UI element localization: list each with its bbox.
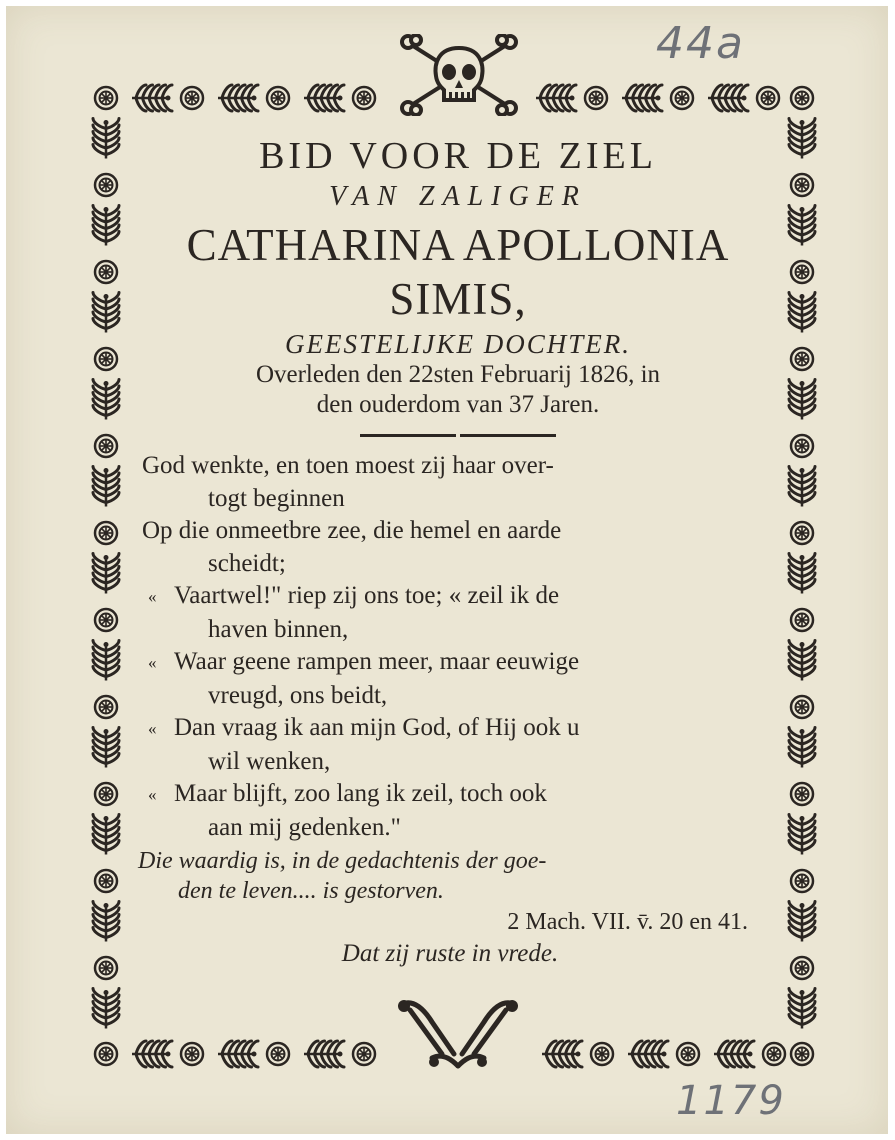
rosette-ornament bbox=[95, 696, 117, 718]
rosette-ornament bbox=[95, 522, 117, 544]
palmette-ornament bbox=[93, 728, 119, 768]
card-text bbox=[138, 126, 778, 970]
prayer-heading: BID VOOR DE ZIEL bbox=[259, 135, 657, 177]
rosette-ornament bbox=[353, 87, 375, 109]
rosette-ornament bbox=[95, 174, 117, 196]
palmette-ornament bbox=[93, 293, 119, 333]
palmette-ornament bbox=[93, 206, 119, 246]
crossed-bones-icon bbox=[392, 992, 524, 1070]
poem-line: scheidt; bbox=[208, 549, 286, 577]
poem-line: Op die onmeetbre zee, die hemel en aarde bbox=[142, 517, 562, 544]
palmette-ornament bbox=[628, 1041, 668, 1067]
rosette-ornament bbox=[791, 783, 813, 805]
rosette-ornament bbox=[677, 1043, 699, 1065]
rosette-ornament bbox=[95, 1043, 117, 1065]
rosette-ornament bbox=[181, 1043, 203, 1065]
palmette-ornament bbox=[789, 380, 815, 420]
quote-mark: « bbox=[148, 719, 157, 738]
palmette-ornament bbox=[93, 902, 119, 942]
rosette-ornament bbox=[585, 87, 607, 109]
religious-title: GEESTELIJKE DOCHTER. bbox=[285, 329, 631, 359]
deceased-surname: SIMIS, bbox=[389, 274, 527, 324]
poem-line: togt beginnen bbox=[208, 484, 345, 512]
rosette-ornament bbox=[95, 348, 117, 370]
rosette-ornament bbox=[791, 522, 813, 544]
poem-line: vreugd, ons beidt, bbox=[208, 681, 388, 709]
palmette-ornament bbox=[218, 1041, 258, 1067]
pencil-annotation-top: 44a bbox=[656, 18, 745, 69]
scripture-reference: 2 Mach. VII. v̄. 20 en 41. bbox=[507, 909, 748, 935]
palmette-ornament bbox=[708, 85, 748, 111]
palmette-ornament bbox=[789, 467, 815, 507]
rosette-ornament bbox=[95, 870, 117, 892]
poem-line: « Dan vraag ik aan mijn God, of Hij ook u bbox=[142, 712, 778, 746]
rosette-ornament bbox=[791, 609, 813, 631]
rosette-ornament bbox=[791, 435, 813, 457]
palmette-ornament bbox=[789, 554, 815, 594]
scripture-line: Die waardig is, in de gedachtenis der goe- bbox=[138, 848, 547, 874]
palmette-ornament bbox=[132, 85, 172, 111]
rosette-ornament bbox=[353, 1043, 375, 1065]
palmette-ornament bbox=[789, 815, 815, 855]
skull-crossbones-icon bbox=[398, 34, 520, 116]
rosette-ornament bbox=[671, 87, 693, 109]
palmette-ornament bbox=[789, 989, 815, 1029]
palmette-ornament bbox=[93, 380, 119, 420]
divider-rule bbox=[360, 434, 556, 440]
scripture-line: den te leven.... is gestorven. bbox=[178, 878, 444, 904]
poem-line: « Waar geene rampen meer, maar eeuwige bbox=[142, 646, 778, 680]
palmette-ornament bbox=[622, 85, 662, 111]
rosette-ornament bbox=[791, 870, 813, 892]
poem-line: wil wenken, bbox=[208, 747, 331, 775]
palmette-ornament bbox=[132, 1041, 172, 1067]
palmette-ornament bbox=[93, 641, 119, 681]
palmette-ornament bbox=[304, 1041, 344, 1067]
quote-mark: « bbox=[148, 785, 157, 804]
rosette-ornament bbox=[95, 609, 117, 631]
palmette-ornament bbox=[789, 728, 815, 768]
poem-line: God wenkte, en toen moest zij haar over- bbox=[142, 452, 554, 479]
palmette-ornament bbox=[218, 85, 258, 111]
palmette-ornament bbox=[789, 206, 815, 246]
rosette-ornament bbox=[95, 783, 117, 805]
poem-line: haven binnen, bbox=[208, 615, 349, 643]
closing-blessing: Dat zij ruste in vrede. bbox=[341, 940, 559, 967]
rosette-ornament bbox=[791, 957, 813, 979]
rosette-ornament bbox=[267, 1043, 289, 1065]
palmette-ornament bbox=[93, 119, 119, 159]
rosette-ornament bbox=[95, 87, 117, 109]
pencil-annotation-bottom: 1179 bbox=[676, 1078, 786, 1124]
memorial-poem bbox=[142, 450, 778, 844]
palmette-ornament bbox=[714, 1041, 754, 1067]
rosette-ornament bbox=[181, 87, 203, 109]
poem-line: « Vaartwel!" riep zij ons toe; « zeil ik de bbox=[142, 580, 778, 614]
scripture-quote bbox=[138, 846, 778, 906]
death-date-line: Overleden den 22sten Februarij 1826, in bbox=[255, 361, 661, 388]
palmette-ornament bbox=[93, 989, 119, 1029]
palmette-ornament bbox=[789, 119, 815, 159]
poem-line: « Maar blijft, zoo lang ik zeil, toch ook bbox=[142, 778, 778, 812]
prayer-subheading: VAN ZALIGER bbox=[329, 181, 587, 212]
palmette-ornament bbox=[542, 1041, 582, 1067]
rosette-ornament bbox=[791, 1043, 813, 1065]
palmette-ornament bbox=[304, 85, 344, 111]
rosette-ornament bbox=[791, 87, 813, 109]
quote-mark: « bbox=[148, 653, 157, 672]
deceased-name: CATHARINA APOLLONIA bbox=[186, 220, 730, 270]
palmette-ornament bbox=[789, 902, 815, 942]
palmette-ornament bbox=[789, 641, 815, 681]
palmette-ornament bbox=[789, 293, 815, 333]
rosette-ornament bbox=[757, 87, 779, 109]
poem-line: aan mij gedenken." bbox=[208, 813, 401, 841]
rosette-ornament bbox=[95, 435, 117, 457]
rosette-ornament bbox=[791, 261, 813, 283]
age-line: den ouderdom van 37 Jaren. bbox=[316, 391, 600, 418]
rosette-ornament bbox=[591, 1043, 613, 1065]
palmette-ornament bbox=[93, 815, 119, 855]
rosette-ornament bbox=[791, 174, 813, 196]
palmette-ornament bbox=[93, 554, 119, 594]
palmette-ornament bbox=[536, 85, 576, 111]
rosette-ornament bbox=[763, 1043, 785, 1065]
rosette-ornament bbox=[791, 348, 813, 370]
rosette-ornament bbox=[95, 957, 117, 979]
rosette-ornament bbox=[267, 87, 289, 109]
memorial-card bbox=[6, 6, 888, 1134]
quote-mark: « bbox=[148, 587, 157, 606]
rosette-ornament bbox=[791, 696, 813, 718]
palmette-ornament bbox=[93, 467, 119, 507]
rosette-ornament bbox=[95, 261, 117, 283]
